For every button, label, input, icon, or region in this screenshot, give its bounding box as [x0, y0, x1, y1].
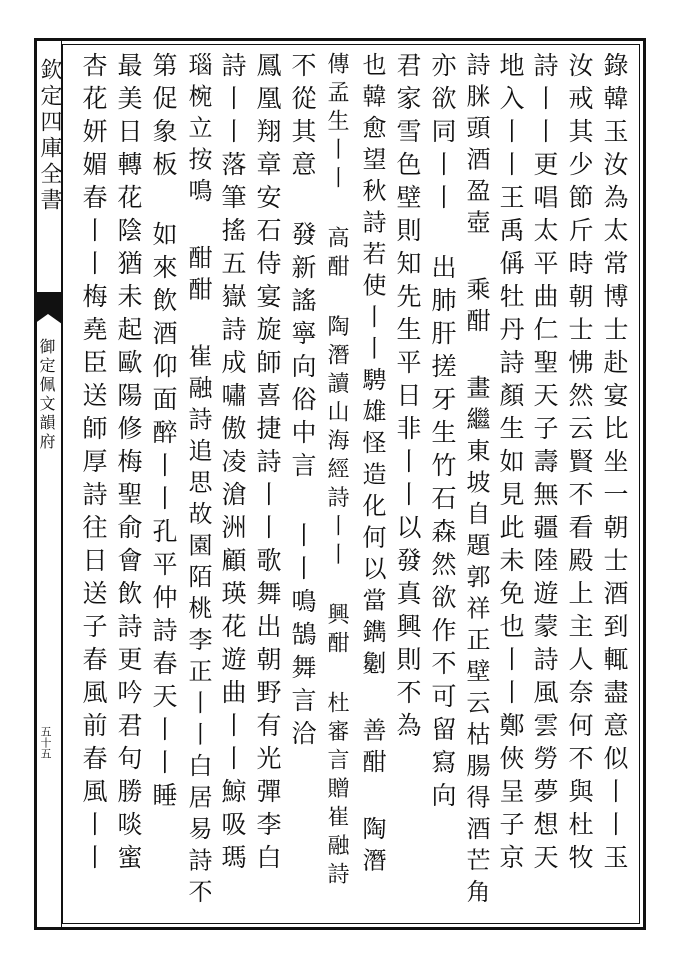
- text-column-9: 傳孟生丨丨 高酣 陶潛讀山海經詩丨丨 興酣 杜審言贈崔融詩: [324, 52, 349, 891]
- text-column-5: 詩脒頭酒盈壺 乘酣 畫繼東坡自題郭祥正壁云枯腸得酒芒角: [462, 52, 490, 911]
- text-column-13: 瑙椀立按鳴 酣酣 崔融詩追思故園陌桃李正丨丨白居易詩不: [184, 52, 212, 911]
- text-column-7: 君家雪色壁則知先生平日非丨丨以發真興則不為: [393, 52, 422, 745]
- text-column-15: 最美日轉花陰猶未起歐陽修梅聖俞會飲詩更吟君句勝啖蜜: [114, 52, 143, 877]
- text-column-2: 汝戒其少節斤時朝士怫然云賢不看殿上主人奈何不與杜牧: [565, 52, 594, 877]
- text-column-10: 不從其意 發新謠寧向俗中言 丨丨鳴鵠舞言洽: [288, 52, 317, 753]
- fishtail-mark: [34, 292, 62, 314]
- text-column-11: 鳳凰翔章安石侍宴旋師喜捷詩丨丨歌舞出朝野有光彈李白: [253, 52, 282, 877]
- margin-title: 欽定四庫全書: [37, 58, 62, 214]
- text-column-3: 詩丨丨更唱太平曲仁聖天子壽無疆陸遊蒙詩風雲勞夢想天: [530, 52, 559, 877]
- margin-book-title: 御定佩文韻府: [37, 338, 56, 452]
- text-column-1: 錄韓玉汝為太常博士赴宴比坐一朝士酒到輒盡意似丨丨玉: [600, 52, 629, 877]
- page-number: 五十五: [39, 726, 52, 759]
- text-column-16: 杏花妍媚春丨丨梅堯臣送師厚詩往日送子春風前春風丨丨: [79, 52, 108, 877]
- text-column-4: 地入丨丨王禹偁牡丹詩顏生如見此未免也丨丨鄭俠呈子京: [496, 52, 525, 877]
- text-column-6: 亦欲同丨丨 出肺肝搓牙生竹石森然欲作不可留寫向: [428, 52, 457, 815]
- text-column-8: 也韓愈望秋詩若使丨丨騁雄怪造化何以當鐫劖 善酣 陶潛: [358, 52, 386, 879]
- text-column-12: 詩丨丨落筆搖五嶽詩成嘯傲凌滄洲顧瑛花遊曲丨丨鯨吸瑪: [218, 52, 247, 877]
- text-column-14: 第促象板 如來飲酒仰面醉丨丨孔平仲詩春天丨丨睡: [149, 52, 178, 815]
